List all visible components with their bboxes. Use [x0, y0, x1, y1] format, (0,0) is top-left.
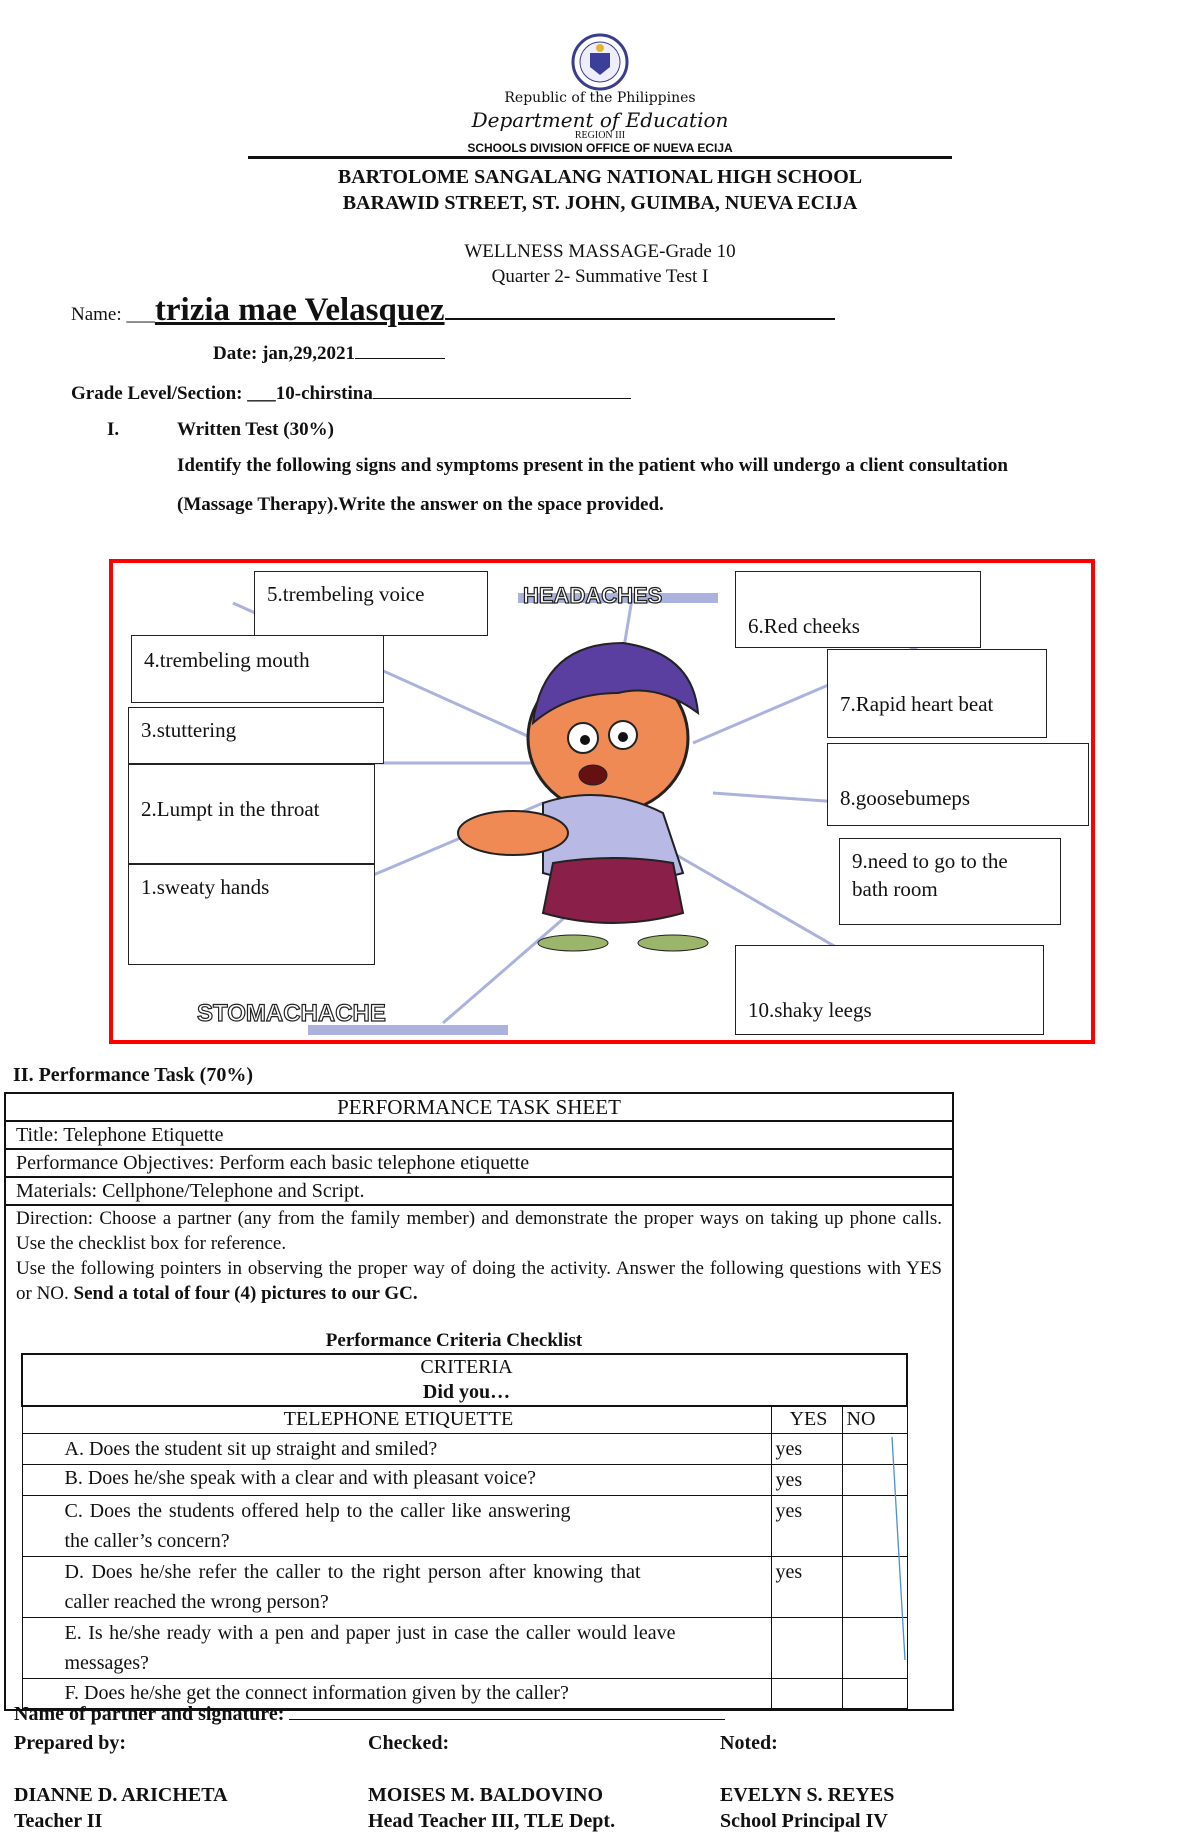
col-no: NO	[842, 1406, 907, 1434]
answer-box-8[interactable]: 8.goosebumeps	[827, 743, 1089, 826]
direction-2: Use the following pointers in observing the proper way of doing the activity. Answer the following questions with YES or NO.	[16, 1258, 942, 1304]
grade-value[interactable]: 10-chirstina	[275, 383, 373, 404]
task-title: Title: Telephone Etiquette	[5, 1121, 953, 1149]
criteria-heading: CRITERIA	[420, 1356, 513, 1378]
pen-stroke-mark	[880, 1435, 910, 1665]
did-you-heading: Did you…	[422, 1381, 511, 1403]
answer-yes-b[interactable]: yes	[771, 1465, 842, 1496]
answer-yes-a[interactable]: yes	[771, 1434, 842, 1465]
student-name[interactable]: trizia mae Velasquez	[154, 292, 445, 328]
republic-text: Republic of the Philippines	[504, 90, 696, 106]
school-address: BARAWID STREET, ST. JOHN, GUIMBA, NUEVA ECIJA	[342, 192, 858, 214]
noter-title: School Principal IV	[720, 1810, 888, 1832]
part2-title: II. Performance Task (70%)	[13, 1064, 253, 1086]
header-rule	[248, 156, 952, 159]
name-line	[71, 292, 835, 329]
school-name: BARTOLOME SANGALANG NATIONAL HIGH SCHOOL	[337, 166, 863, 188]
answer-box-9[interactable]: 9.need to go to the bath room	[839, 838, 1061, 925]
noted-label: Noted:	[720, 1732, 778, 1754]
test-title: Quarter 2- Summative Test I	[491, 266, 709, 287]
answer-box-3[interactable]: 3.stuttering	[128, 707, 384, 764]
task-objectives: Performance Objectives: Perform each basic telephone etiquette	[5, 1149, 953, 1177]
answer-box-10[interactable]: 10.shaky leegs	[735, 945, 1044, 1035]
question-a: A. Does the student sit up straight and smiled?	[22, 1434, 771, 1465]
performance-task-sheet	[4, 1092, 954, 1711]
answer-yes-d[interactable]: yes	[771, 1557, 842, 1618]
answer-yes-e[interactable]	[771, 1618, 842, 1679]
answer-box-7[interactable]: 7.Rapid heart beat	[827, 649, 1047, 738]
department-text: Department of Education	[471, 108, 729, 132]
criteria-checklist	[21, 1353, 908, 1709]
headaches-label: HEADACHES	[523, 583, 663, 608]
answer-box-2[interactable]: 2.Lumpt in the throat	[128, 764, 375, 864]
task-materials: Materials: Cellphone/Telephone and Script.	[5, 1177, 953, 1205]
checker-name: MOISES M. BALDOVINO	[368, 1784, 604, 1806]
part1-instruction-2: (Massage Therapy).Write the answer on the space provided.	[177, 494, 664, 515]
question-b: B. Does he/she speak with a clear and with pleasant voice?	[22, 1465, 771, 1496]
subject-title: WELLNESS MASSAGE-Grade 10	[464, 241, 736, 262]
date-value[interactable]: jan,29,2021	[262, 343, 355, 364]
answer-box-5[interactable]: 5.trembeling voice	[254, 571, 488, 636]
direction-cell	[5, 1205, 953, 1710]
stomachache-label: STOMACHACHE	[197, 1000, 386, 1027]
date-line: Date: jan,29,2021	[213, 343, 445, 365]
checker-title: Head Teacher III, TLE Dept.	[368, 1810, 616, 1832]
checked-label: Checked:	[368, 1732, 450, 1754]
partner-signature-line: Name of partner and signature:	[14, 1703, 725, 1726]
answer-box-4[interactable]: 4.trembeling mouth	[131, 635, 384, 703]
region-text: REGION III	[574, 130, 626, 141]
direction-bold: Send a total of four (4) pictures to our GC.	[73, 1283, 418, 1304]
checklist-title: Performance Criteria Checklist	[325, 1330, 583, 1351]
prepared-label: Prepared by:	[14, 1732, 127, 1754]
col-yes: YES	[771, 1406, 842, 1434]
division-text: SCHOOLS DIVISION OFFICE OF NUEVA ECIJA	[467, 141, 733, 155]
direction-1: Direction: Choose a partner (any from the family member) and demonstrate the proper ways on taking up phone calls. Use the checklist box for reference.	[16, 1208, 942, 1254]
question-c: C. Does the students offered help to the caller like answering the caller’s concern?	[22, 1496, 771, 1557]
answer-yes-f[interactable]	[771, 1679, 842, 1709]
part1-title: Written Test (30%)	[177, 419, 334, 440]
answer-box-6[interactable]: 6.Red cheeks	[735, 571, 981, 648]
answer-no-f[interactable]	[842, 1679, 907, 1709]
question-f: F. Does he/she get the connect information given by the caller?	[22, 1679, 771, 1709]
grade-line: Grade Level/Section: ___10-chirstina	[71, 383, 631, 405]
answer-yes-c[interactable]: yes	[771, 1496, 842, 1557]
symptom-figure	[109, 559, 1095, 1044]
question-d: D. Does he/she refer the caller to the right person after knowing that caller reached the wrong person?	[22, 1557, 771, 1618]
col-etiquette: TELEPHONE ETIQUETTE	[22, 1406, 771, 1434]
noter-name: EVELYN S. REYES	[720, 1784, 895, 1806]
part1-number: I.	[107, 419, 120, 440]
answer-box-1[interactable]: 1.sweaty hands	[128, 864, 375, 965]
name-label: Name: ___	[71, 304, 155, 325]
preparer-name: DIANNE D. ARICHETA	[14, 1784, 228, 1806]
part1-instruction-1: Identify the following signs and symptoms present in the patient who will undergo a client consultation	[177, 455, 1008, 476]
question-e: E. Is he/she ready with a pen and paper just in case the caller would leave messages?	[22, 1618, 771, 1679]
preparer-title: Teacher II	[14, 1810, 103, 1832]
sheet-title: PERFORMANCE TASK SHEET	[5, 1093, 953, 1121]
deped-seal-icon	[565, 33, 635, 91]
